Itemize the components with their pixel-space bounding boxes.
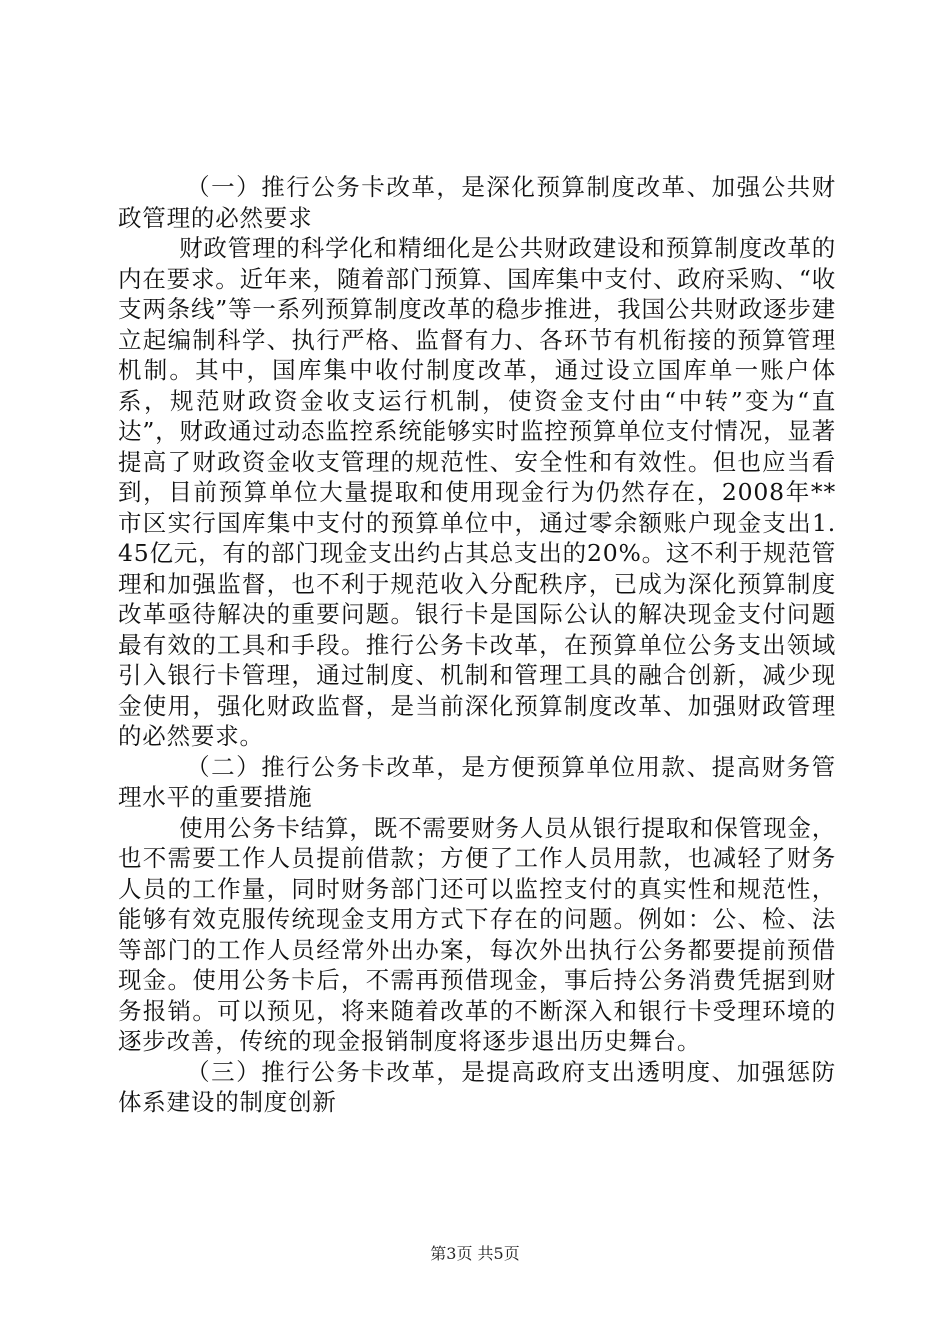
section-paragraph-2: 使用公务卡结算，既不需要财务人员从银行提取和保管现金，也不需要工作人员提前借款；方便了工作人员用款，也减轻了财务人员的工作量，同时财务部门还可以监控支付的真实性和规范性，能够有效克服传统现金支用方式下存在的问题。例如：公、检、法等部门的工作人员经常外出办案，每次外出执行公务都要提前预借现金。使用公务卡后，不需再预借现金，事后持公务消费凭据到财务报销。可以预见，将来随着改革的不断深入和银行卡受理环境的逐步改善，传统的现金报销制度将逐步退出历史舞台。 [118,813,836,1055]
section-heading-3: （三）推行公务卡改革，是提高政府支出透明度、加强惩防体系建设的制度创新 [118,1057,836,1116]
page-number: 第3页 共5页 [430,1244,520,1263]
document-body [118,172,836,1118]
section-heading-1: （一）推行公务卡改革，是深化预算制度改革、加强公共财政管理的必然要求 [118,173,836,232]
page-footer [0,1241,950,1264]
section-paragraph-1: 财政管理的科学化和精细化是公共财政建设和预算制度改革的内在要求。近年来，随着部门预算、国库集中支付、政府采购、“收支两条线”等一系列预算制度改革的稳步推进，我国公共财政逐步建立起编制科学、执行严格、监督有力、各环节有机衔接的预算管理机制。其中，国库集中收付制度改革，通过设立国库单一账户体系，规范财政资金收支运行机制，使资金支付由“中转”变为“直达”，财政通过动态监控系统能够实时监控预算单位支付情况，显著提高了财政资金收支管理的规范性、安全性和有效性。但也应当看到，目前预算单位大量提取和使用现金行为仍然存在，2008年**市区实行国库集中支付的预算单位中，通过零余额账户现金支出1.45亿元，有的部门现金支出约占其总支出的20%。这不利于规范管理和加强监督，也不利于规范收入分配秩序，已成为深化预算制度改革亟待解决的重要问题。银行卡是国际公认的解决现金支付问题最有效的工具和手段。推行公务卡改革，在预算单位公务支出领域引入银行卡管理，通过制度、机制和管理工具的融合创新，减少现金使用，强化财政监督，是当前深化预算制度改革、加强财政管理的必然要求。 [118,234,836,750]
section-heading-2: （二）推行公务卡改革，是方便预算单位用款、提高财务管理水平的重要措施 [118,752,836,811]
